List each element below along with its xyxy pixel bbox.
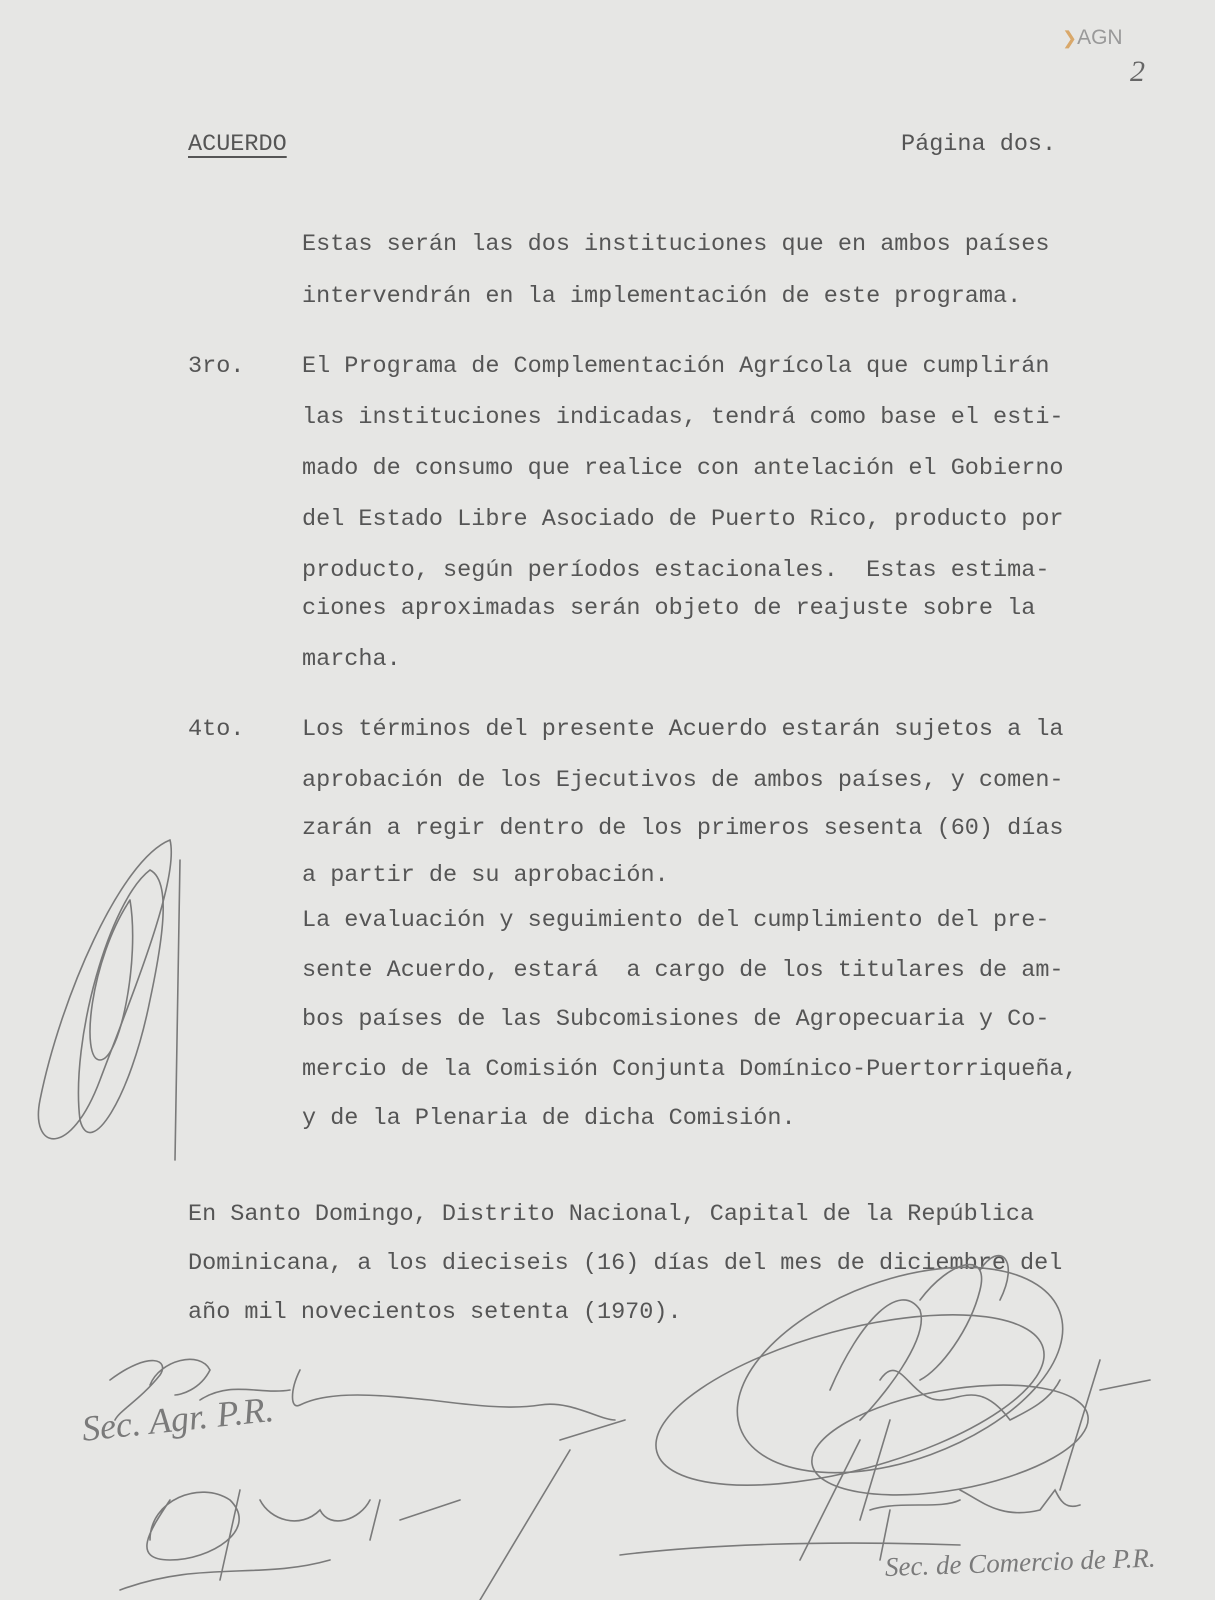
closing-line: En Santo Domingo, Distrito Nacional, Capital de la República xyxy=(188,1201,1035,1228)
clause-line: zarán a regir dentro de los primeros sesenta (60) días xyxy=(302,815,1064,842)
intro-line: Estas serán las dos instituciones que en ambos países xyxy=(302,231,1050,258)
right-signatures xyxy=(620,1227,1150,1560)
clause-line: La evaluación y seguimiento del cumplimiento del pre- xyxy=(302,907,1050,934)
left-signatures xyxy=(110,1359,625,1600)
clause-line: bos países de las Subcomisiones de Agropecuaria y Co- xyxy=(302,1006,1050,1033)
clause-line: del Estado Libre Asociado de Puerto Rico, producto por xyxy=(302,506,1064,533)
logo-mark-icon: ❯ xyxy=(1062,28,1078,48)
clause-line: El Programa de Complementación Agrícola que cumplirán xyxy=(302,353,1050,380)
margin-initials-signature xyxy=(38,840,180,1160)
clause-line: las instituciones indicadas, tendrá como base el esti- xyxy=(302,404,1064,431)
left-signature-annotation: Sec. Agr. P.R. xyxy=(79,1388,276,1449)
clause-line: Los términos del presente Acuerdo estarán sujetos a la xyxy=(302,716,1064,743)
clause-number: 4to. xyxy=(188,716,245,743)
clause-line: a partir de su aprobación. xyxy=(302,862,669,889)
closing-line: Dominicana, a los dieciseis (16) días del mes de diciembre del xyxy=(188,1250,1063,1277)
closing-line: año mil novecientos setenta (1970). xyxy=(188,1299,682,1326)
right-signature-annotation: Sec. de Comercio de P.R. xyxy=(884,1542,1157,1582)
page-label: Página dos. xyxy=(901,131,1057,158)
clause-line: ciones aproximadas serán objeto de reajuste sobre la xyxy=(302,595,1036,622)
clause-line: sente Acuerdo, estará a cargo de los titulares de am- xyxy=(302,957,1064,984)
document-title: ACUERDO xyxy=(188,131,287,158)
intro-line: intervendrán en la implementación de este programa. xyxy=(302,283,1022,310)
clause-number: 3ro. xyxy=(188,353,245,380)
clause-line: y de la Plenaria de dicha Comisión. xyxy=(302,1105,796,1132)
clause-line: producto, según períodos estacionales. Estas estima- xyxy=(302,557,1050,584)
clause-line: mercio de la Comisión Conjunta Domínico-Puertorriqueña, xyxy=(302,1056,1078,1083)
logo-text: AGN xyxy=(1077,26,1123,49)
handwritten-page-number: 2 xyxy=(1130,55,1145,88)
clause-line: aprobación de los Ejecutivos de ambos países, y comen- xyxy=(302,767,1064,794)
clause-line: mado de consumo que realice con antelación el Gobierno xyxy=(302,455,1064,482)
clause-line: marcha. xyxy=(302,646,401,673)
